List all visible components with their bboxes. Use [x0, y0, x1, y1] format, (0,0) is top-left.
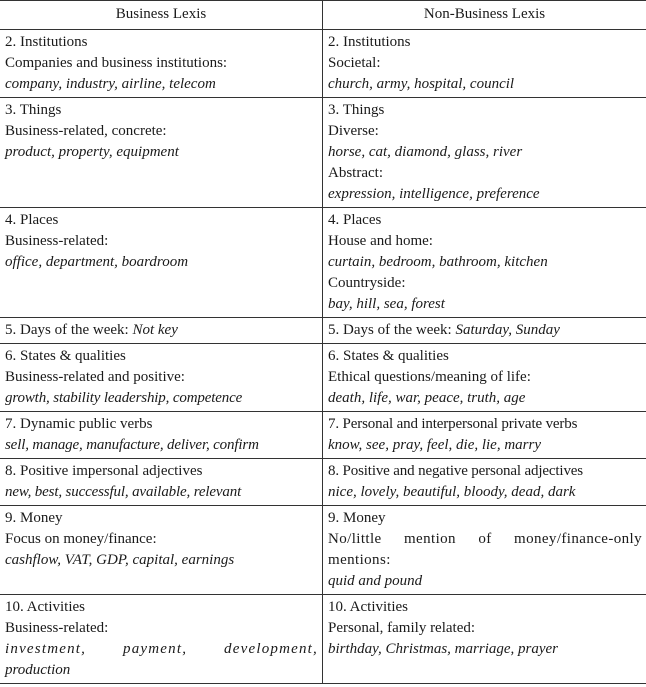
example-words: church, army, hospital, council	[328, 76, 515, 92]
category-heading: 6. States & qualities	[5, 348, 126, 364]
business-cell-days	[0, 318, 323, 344]
table-row	[0, 459, 646, 506]
example-words: curtain, bedroom, bathroom, kitchen	[328, 254, 548, 270]
example-words: sell, manage, manufacture, deliver, confirm	[5, 437, 259, 453]
table-row	[0, 30, 646, 98]
example-words: Not key	[132, 322, 178, 338]
business-cell-institutions	[0, 30, 323, 98]
category-description: House and home:	[328, 233, 433, 249]
table-row	[0, 344, 646, 412]
category-heading: 5. Days of the week:	[328, 322, 452, 338]
category-heading: 7. Personal and interpersonal private verbs	[328, 416, 578, 432]
header-row	[0, 1, 646, 30]
category-heading: 10. Activities	[5, 599, 85, 615]
business-cell-activities	[0, 595, 323, 684]
non-business-cell-verbs	[323, 412, 646, 459]
category-description: Business-related and positive:	[5, 369, 185, 385]
business-cell-adjectives	[0, 459, 323, 506]
category-description: Ethical questions/meaning of life:	[328, 369, 531, 385]
category-description: Business-related, concrete:	[5, 123, 167, 139]
header-business-lexis: Business Lexis	[0, 1, 323, 30]
category-heading: 9. Money	[328, 510, 386, 526]
category-description: No/little mention of money/finance-only mentions:	[328, 531, 642, 568]
category-heading: 4. Places	[5, 212, 59, 228]
days-line	[5, 320, 318, 341]
category-description: Companies and business institutions:	[5, 55, 228, 71]
non-business-cell-adjectives	[323, 459, 646, 506]
example-words: know, see, pray, feel, die, lie, marry	[328, 437, 542, 453]
table-row	[0, 208, 646, 318]
non-business-cell-places	[323, 208, 646, 318]
example-words: nice, lovely, beautiful, bloody, dead, dark	[328, 484, 576, 500]
category-description: Focus on money/finance:	[5, 531, 157, 547]
category-description: Business-related:	[5, 233, 109, 249]
category-heading: 4. Places	[328, 212, 382, 228]
category-heading: 9. Money	[5, 510, 63, 526]
category-description: Societal:	[328, 55, 381, 71]
non-business-cell-states	[323, 344, 646, 412]
category-heading: 2. Institutions	[328, 34, 411, 50]
example-words: horse, cat, diamond, glass, river	[328, 144, 523, 160]
category-heading: 8. Positive and negative personal adjectives	[328, 463, 583, 479]
table-row	[0, 595, 646, 684]
business-cell-states	[0, 344, 323, 412]
example-words: death, life, war, peace, truth, age	[328, 390, 526, 406]
non-business-cell-things	[323, 98, 646, 208]
example-words: new, best, successful, available, relevant	[5, 484, 242, 500]
category-heading: 10. Activities	[328, 599, 408, 615]
business-cell-money	[0, 506, 323, 595]
example-words: bay, hill, sea, forest	[328, 296, 445, 312]
example-words: office, department, boardroom	[5, 254, 189, 270]
example-words: expression, intelligence, preference	[328, 186, 540, 202]
example-words: Saturday, Sunday	[455, 322, 560, 338]
example-words: investment, payment, development,	[5, 641, 318, 657]
header-non-business-lexis: Non-Business Lexis	[323, 1, 646, 30]
example-words: birthday, Christmas, marriage, prayer	[328, 641, 559, 657]
business-cell-places	[0, 208, 323, 318]
non-business-cell-activities	[323, 595, 646, 684]
example-words: quid and pound	[328, 573, 423, 589]
table-row	[0, 98, 646, 208]
category-description: Personal, family related:	[328, 620, 476, 636]
category-description: Diverse:	[328, 123, 379, 139]
table-row	[0, 412, 646, 459]
example-words: cashflow, VAT, GDP, capital, earnings	[5, 552, 235, 568]
category-heading: 3. Things	[328, 102, 385, 118]
category-heading: 7. Dynamic public verbs	[5, 416, 153, 432]
example-words: product, property, equipment	[5, 144, 179, 160]
example-words: growth, stability leadership, competence	[5, 390, 243, 406]
table-row	[0, 506, 646, 595]
category-heading: 5. Days of the week:	[5, 322, 129, 338]
category-heading: 3. Things	[5, 102, 62, 118]
category-description: Abstract:	[328, 165, 383, 181]
days-line	[328, 320, 642, 341]
example-words: production	[5, 662, 71, 678]
category-heading: 2. Institutions	[5, 34, 88, 50]
category-heading: 6. States & qualities	[328, 348, 449, 364]
non-business-cell-institutions	[323, 30, 646, 98]
business-cell-verbs	[0, 412, 323, 459]
category-description: Business-related:	[5, 620, 109, 636]
category-description: Countryside:	[328, 275, 406, 291]
business-cell-things	[0, 98, 323, 208]
table-row	[0, 318, 646, 344]
example-words: company, industry, airline, telecom	[5, 76, 216, 92]
non-business-cell-money	[323, 506, 646, 595]
category-heading: 8. Positive impersonal adjectives	[5, 463, 203, 479]
non-business-cell-days	[323, 318, 646, 344]
